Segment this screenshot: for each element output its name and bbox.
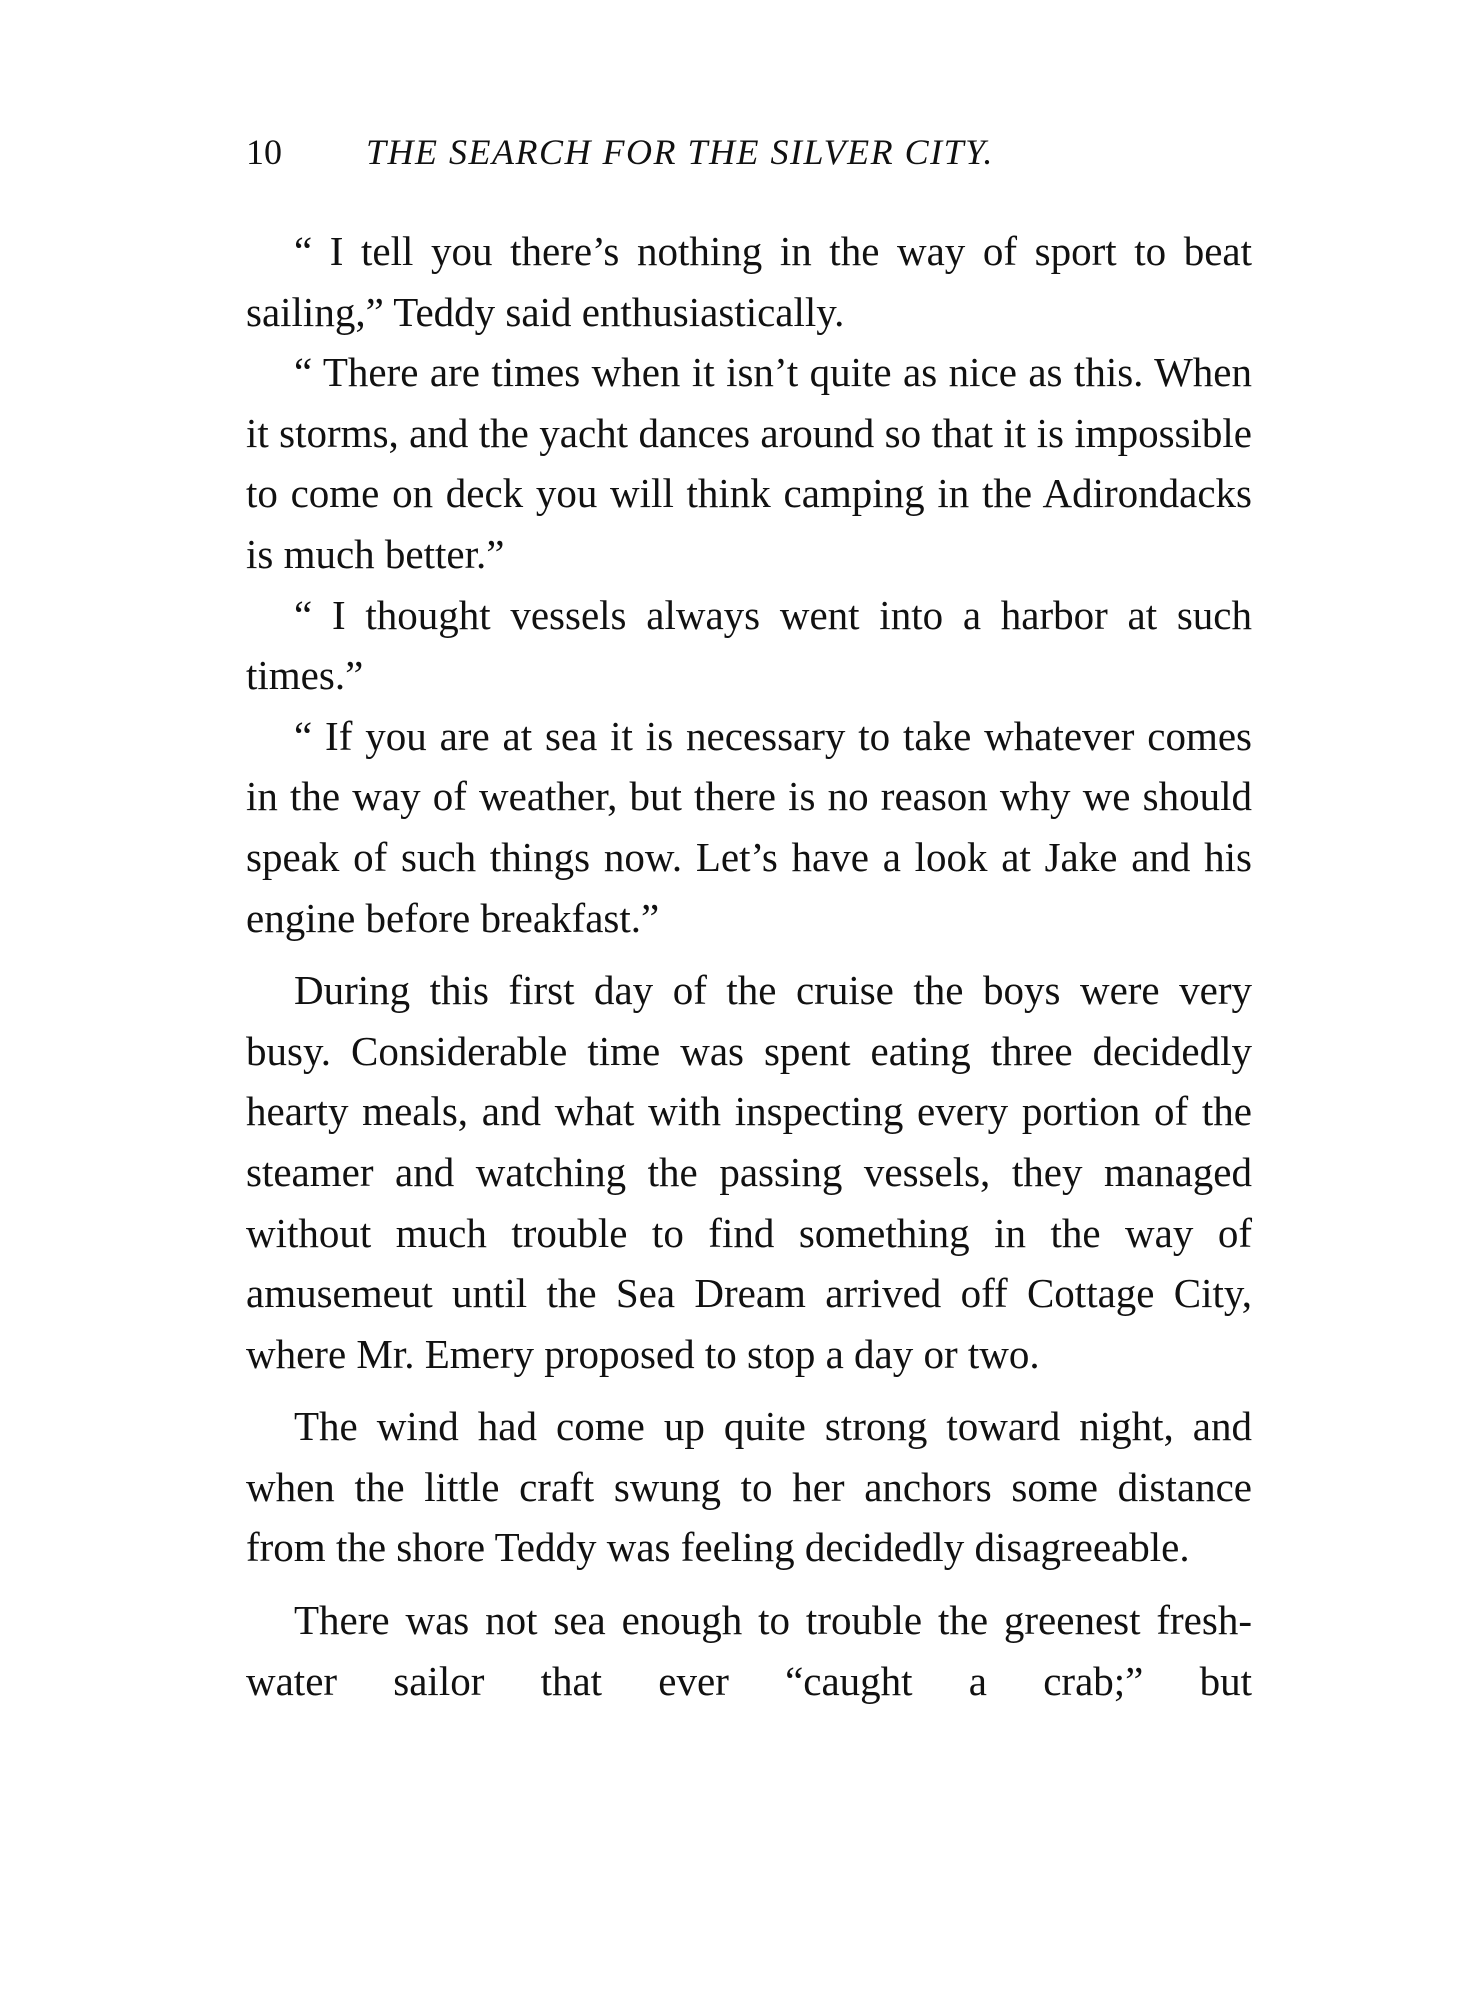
running-header [246,128,1098,176]
body-text [246,221,1252,1711]
page-number: 10 [246,132,282,172]
paragraph-at-sea-weather: “ If you are at sea it is necessary to take whatever comes in the way of weather, but there is no reason why we should speak of such things now. Let’s have a look at Jake and his engine before breakfast.” [246,712,1252,941]
paragraph-vessels-into-harbor: “ I thought vessels always went into a harbor at such times.” [246,591,1252,699]
running-title: THE SEARCH FOR THE SILVER CITY. [366,132,994,172]
paragraph-wind-toward-night: The wind had come up quite strong toward night, and when the little craft swung to her anchors some distance from the shore Teddy was feeling decidedly disagreeable. [246,1403,1252,1571]
paragraph-not-sea-enough: There was not sea enough to trouble the greenest fresh-water sailor that ever “caught a crab;” but [246,1597,1252,1704]
paragraph-first-day-of-cruise: During this first day of the cruise the boys were very busy. Considerable time was spent eating three decidedly hearty meals, and what with inspecting every portion of the steamer and watching the passing vessels, they managed without much trouble to find something in the way of amusemeut until the Sea Dream arrived off Cottage City, where Mr. Emery proposed to stop a day or two. [246,967,1252,1377]
paragraph-when-it-storms: “ There are times when it isn’t quite as nice as this. When it storms, and the yacht dances around so that it is impossible to come on deck you will think camping in the Adirondacks is much better.” [246,349,1252,577]
paragraph-sport-to-beat-sailing: “ I tell you there’s nothing in the way of sport to beat sailing,” Teddy said enthusiastically. [246,228,1252,335]
